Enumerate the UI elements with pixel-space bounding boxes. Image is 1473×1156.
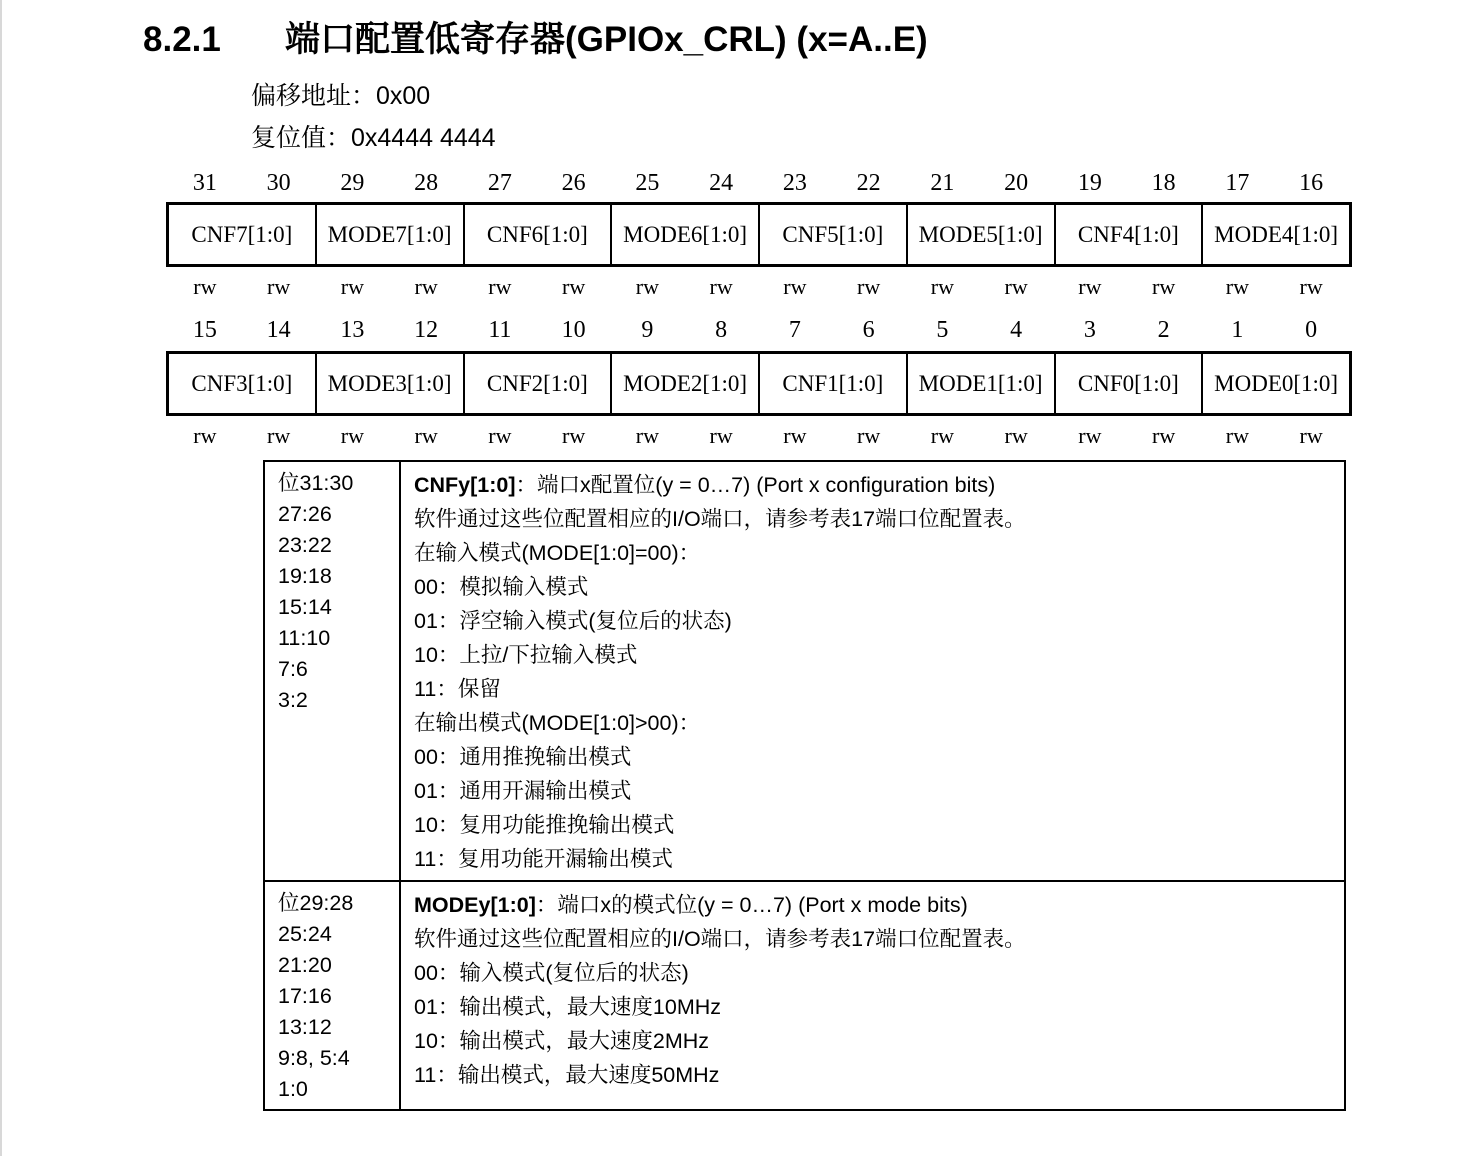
bit-range: 17:16	[278, 984, 332, 1008]
register-field: CNF5[1:0]	[758, 205, 906, 264]
description-line: 10：复用功能推挽输出模式	[414, 813, 675, 837]
register-field: MODE5[1:0]	[906, 205, 1054, 264]
bit-range: 11:10	[278, 626, 331, 650]
field-name: CNFy[1:0]	[414, 473, 516, 497]
description-line: 软件通过这些位配置相应的I/O端口，请参考表17端口位配置表。	[414, 507, 1026, 531]
access-label: rw	[1152, 274, 1176, 299]
access-label: rw	[1299, 274, 1323, 299]
cnf-description-row	[265, 462, 1344, 880]
reset-value: 复位值：0x4444 4444	[251, 124, 496, 152]
bit-number: 24	[709, 170, 734, 196]
access-label: rw	[1152, 423, 1176, 448]
bit-number: 25	[635, 170, 660, 196]
description-line: 在输出模式(MODE[1:0]>00)：	[414, 711, 701, 735]
bit-number: 18	[1151, 170, 1176, 196]
access-label: rw	[414, 423, 438, 448]
bit-number: 7	[788, 317, 801, 343]
register-field: CNF6[1:0]	[463, 205, 611, 264]
section-number: 8.2.1	[143, 20, 221, 59]
section-title: 端口配置低寄存器(GPIOx_CRL) (x=A..E)	[285, 20, 928, 59]
bit-number: 3	[1083, 317, 1096, 343]
access-label: rw	[857, 274, 881, 299]
register-field: CNF1[1:0]	[758, 354, 906, 413]
upper-bit-numbers	[168, 169, 1348, 197]
description-line: 软件通过这些位配置相应的I/O端口，请参考表17端口位配置表。	[414, 927, 1026, 951]
bit-range: 位29:28	[278, 891, 354, 915]
bit-number: 16	[1299, 170, 1324, 196]
bit-number: 21	[930, 170, 955, 196]
mode-description-row	[265, 880, 1344, 1109]
offset-address: 偏移地址：0x00	[251, 82, 431, 110]
bit-number: 6	[862, 317, 875, 343]
access-label: rw	[193, 423, 217, 448]
bit-number: 29	[340, 170, 365, 196]
access-label: rw	[340, 423, 364, 448]
register-field: MODE4[1:0]	[1201, 205, 1349, 264]
bit-number: 23	[782, 170, 807, 196]
access-label: rw	[267, 423, 291, 448]
access-label: rw	[1225, 423, 1249, 448]
bit-number: 8	[715, 317, 728, 343]
register-field: MODE3[1:0]	[315, 354, 463, 413]
bit-number: 30	[266, 170, 291, 196]
upper-access-row	[168, 274, 1348, 300]
lower-access-row	[168, 423, 1348, 449]
page-edge	[0, 0, 2, 1156]
access-label: rw	[1225, 274, 1249, 299]
bit-range: 15:14	[278, 595, 332, 619]
cnf-description-text	[401, 462, 1344, 880]
bit-number: 9	[641, 317, 654, 343]
access-label: rw	[488, 274, 512, 299]
access-label: rw	[930, 274, 954, 299]
register-field: MODE2[1:0]	[610, 354, 758, 413]
description-line: 11：保留	[414, 677, 501, 701]
description-line: 00：模拟输入模式	[414, 575, 589, 599]
field-summary: ：端口x配置位(y = 0…7) (Port x configuration bits)	[515, 473, 996, 497]
access-label: rw	[857, 423, 881, 448]
access-label: rw	[488, 423, 512, 448]
description-line: 01：浮空输入模式(复位后的状态)	[414, 609, 732, 633]
description-line: 00：输入模式(复位后的状态)	[414, 961, 689, 985]
access-label: rw	[340, 274, 364, 299]
access-label: rw	[709, 423, 733, 448]
access-label: rw	[930, 423, 954, 448]
description-line: 00：通用推挽输出模式	[414, 745, 632, 769]
bit-number: 11	[488, 317, 512, 343]
bit-range: 9:8, 5:4	[278, 1046, 350, 1070]
register-field: MODE6[1:0]	[610, 205, 758, 264]
bit-range: 25:24	[278, 922, 332, 946]
description-line: 10：上拉/下拉输入模式	[414, 643, 638, 667]
bit-range: 7:6	[278, 657, 308, 681]
bit-number: 13	[340, 317, 365, 343]
register-field: MODE1[1:0]	[906, 354, 1054, 413]
lower-register-fields	[166, 351, 1352, 416]
bit-number: 20	[1004, 170, 1029, 196]
register-field: MODE0[1:0]	[1201, 354, 1349, 413]
mode-bit-positions	[265, 882, 401, 1109]
access-label: rw	[783, 423, 807, 448]
bit-range: 1:0	[278, 1077, 308, 1101]
access-label: rw	[1078, 274, 1102, 299]
mode-description-text	[401, 882, 1344, 1109]
bit-number: 1	[1231, 317, 1244, 343]
bit-number: 5	[936, 317, 949, 343]
access-label: rw	[414, 274, 438, 299]
cnf-bit-positions	[265, 462, 401, 880]
description-line: 11：输出模式，最大速度50MHz	[414, 1063, 720, 1087]
bit-number: 19	[1077, 170, 1102, 196]
register-field: CNF4[1:0]	[1054, 205, 1202, 264]
bit-range: 3:2	[278, 688, 308, 712]
bit-range: 21:20	[278, 953, 332, 977]
description-line: 01：输出模式，最大速度10MHz	[414, 995, 722, 1019]
register-field: MODE7[1:0]	[315, 205, 463, 264]
description-heading	[414, 888, 1344, 922]
register-field: CNF7[1:0]	[191, 221, 293, 247]
access-label: rw	[1004, 274, 1028, 299]
description-heading	[414, 468, 1344, 502]
field-summary: ：端口x的模式位(y = 0…7) (Port x mode bits)	[535, 893, 968, 917]
register-field: CNF0[1:0]	[1054, 354, 1202, 413]
bit-number: 14	[266, 317, 291, 343]
bit-number: 17	[1225, 170, 1250, 196]
register-field: CNF2[1:0]	[463, 354, 611, 413]
bit-range: 27:26	[278, 502, 332, 526]
bit-range: 位31:30	[278, 471, 354, 495]
description-line: 10：输出模式，最大速度2MHz	[414, 1029, 710, 1053]
bit-number: 22	[856, 170, 881, 196]
bit-number: 28	[414, 170, 439, 196]
access-label: rw	[635, 274, 659, 299]
field-name: MODEy[1:0]	[414, 893, 536, 917]
bit-number: 27	[487, 170, 512, 196]
description-line: 在输入模式(MODE[1:0]=00)：	[414, 541, 701, 565]
access-label: rw	[1078, 423, 1102, 448]
upper-register-fields	[166, 202, 1352, 267]
section-heading	[143, 18, 928, 62]
description-line: 11：复用功能开漏输出模式	[414, 847, 673, 871]
bit-number: 12	[414, 317, 439, 343]
bit-range: 13:12	[278, 1015, 332, 1039]
bit-description-table	[263, 460, 1346, 1111]
access-label: rw	[709, 274, 733, 299]
bit-number: 10	[561, 317, 586, 343]
access-label: rw	[193, 274, 217, 299]
bit-number: 0	[1305, 317, 1318, 343]
bit-number: 4	[1010, 317, 1023, 343]
access-label: rw	[1299, 423, 1323, 448]
access-label: rw	[267, 274, 291, 299]
description-line: 01：通用开漏输出模式	[414, 779, 632, 803]
access-label: rw	[562, 423, 586, 448]
bit-range: 23:22	[278, 533, 332, 557]
bit-number: 15	[192, 317, 217, 343]
bit-range: 19:18	[278, 564, 332, 588]
bit-number: 2	[1157, 317, 1170, 343]
access-label: rw	[1004, 423, 1028, 448]
register-field: CNF3[1:0]	[191, 370, 293, 396]
bit-number: 31	[192, 170, 217, 196]
bit-number: 26	[561, 170, 586, 196]
access-label: rw	[783, 274, 807, 299]
access-label: rw	[562, 274, 586, 299]
lower-bit-numbers	[168, 316, 1348, 344]
access-label: rw	[635, 423, 659, 448]
